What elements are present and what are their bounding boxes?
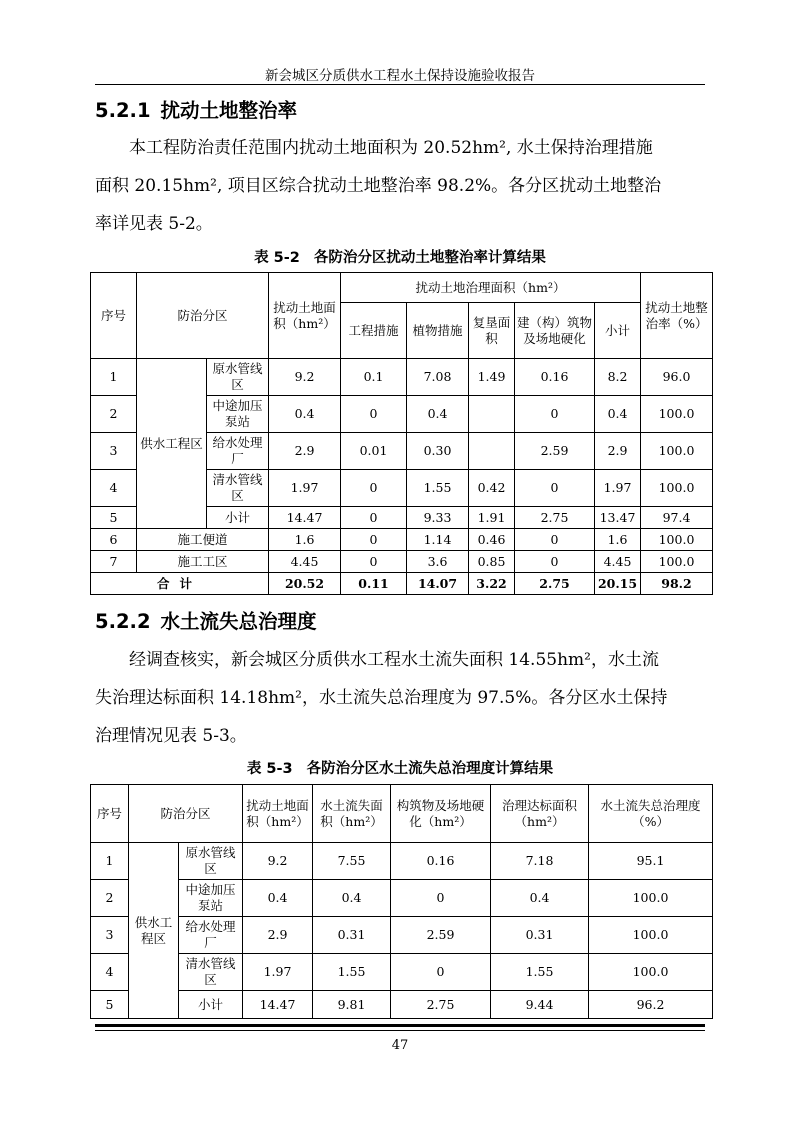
table-row: [91, 991, 713, 1019]
header-treat-group: 扰动土地治理面积（hm²）: [341, 273, 641, 303]
cell-degree: 96.2: [589, 991, 713, 1019]
cell-rate: 100.0: [641, 396, 713, 433]
footer-rule-thick: [95, 1024, 705, 1027]
paragraph-line: 失治理达标面积 14.18hm²，水土流失总治理度为 97.5%。各分区水土保持: [95, 688, 668, 708]
cell-eng: 0: [341, 551, 407, 573]
cell-total-label: 合计: [91, 573, 269, 595]
paragraph-line: 面积 20.15hm², 项目区综合扰动土地整治率 98.2%。各分区扰动土地整治: [95, 176, 662, 196]
cell-rate: 98.2: [641, 573, 713, 595]
header-eng: 工程措施: [341, 303, 407, 359]
cell-reclaim: 3.22: [469, 573, 515, 595]
cell-seq: 1: [91, 843, 129, 880]
cell-disturbed: 9.2: [243, 843, 313, 880]
cell-build: 2.75: [515, 573, 595, 595]
section-heading-5-2-2: [95, 606, 317, 634]
table2-title: 各防治分区扰动土地整治率计算结果: [313, 250, 546, 266]
cell-seq: 4: [91, 470, 137, 507]
cell-eng: 0: [341, 529, 407, 551]
cell-eng: 0.01: [341, 433, 407, 470]
cell-disturbed: 1.97: [269, 470, 341, 507]
cell-sub: 小计: [207, 507, 269, 529]
cell-reclaim: 1.91: [469, 507, 515, 529]
cell-degree: 95.1: [589, 843, 713, 880]
cell-eng: 0.1: [341, 359, 407, 396]
cell-disturbed: 0.4: [269, 396, 341, 433]
header-treated: 治理达标面积（hm²）: [491, 785, 589, 843]
cell-loss: 7.55: [313, 843, 391, 880]
table3-title: 各防治分区水土流失总治理度计算结果: [306, 761, 554, 777]
cell-group: 供水工程区: [129, 843, 179, 1019]
cell-loss: 0.4: [313, 880, 391, 917]
table-row: [91, 880, 713, 917]
page-number: 47: [391, 1038, 409, 1053]
cell-seq: 2: [91, 880, 129, 917]
cell-plant: 7.08: [407, 359, 469, 396]
table3-caption: [95, 757, 705, 778]
cell-group: 供水工程区: [137, 359, 207, 529]
header-rule: [95, 84, 705, 85]
header-loss: 水土流失面积（hm²）: [313, 785, 391, 843]
running-header: 新会城区分质供水工程水土保持设施验收报告: [265, 68, 535, 84]
cell-disturbed: 14.47: [269, 507, 341, 529]
cell-sub: 原水管线区: [179, 843, 243, 880]
cell-loss: 9.81: [313, 991, 391, 1019]
cell-reclaim: 0.85: [469, 551, 515, 573]
cell-rate: 97.4: [641, 507, 713, 529]
cell-plant: 9.33: [407, 507, 469, 529]
cell-build: 2.75: [391, 991, 491, 1019]
cell-build: 0: [391, 954, 491, 991]
header-degree: 水土流失总治理度（%）: [589, 785, 713, 843]
header-zone: 防治分区: [129, 785, 243, 843]
header-plant: 植物措施: [407, 303, 469, 359]
cell-sub: 给水处理厂: [207, 433, 269, 470]
cell-treated: 9.44: [491, 991, 589, 1019]
cell-eng: 0: [341, 507, 407, 529]
section-number: 5.2.2: [95, 610, 151, 633]
paragraph-line: 治理情况见表 5-3。: [95, 726, 247, 746]
cell-plant: 14.07: [407, 573, 469, 595]
cell-reclaim: 0.42: [469, 470, 515, 507]
table-row: [91, 359, 713, 396]
table-row: [91, 551, 713, 573]
cell-sub: 原水管线区: [207, 359, 269, 396]
table-row: [91, 954, 713, 991]
cell-plant: 1.55: [407, 470, 469, 507]
cell-degree: 100.0: [589, 954, 713, 991]
cell-plant: 0.4: [407, 396, 469, 433]
cell-disturbed: 1.97: [243, 954, 313, 991]
header-build: 建（构）筑物及场地硬化: [515, 303, 595, 359]
cell-build: 0: [515, 551, 595, 573]
header-reclaim: 复垦面积: [469, 303, 515, 359]
cell-zone: 施工便道: [137, 529, 269, 551]
cell-subtotal: 2.9: [595, 433, 641, 470]
cell-eng: 0: [341, 470, 407, 507]
section-number: 5.2.1: [95, 99, 151, 122]
table-row: [91, 529, 713, 551]
header-subtotal: 小计: [595, 303, 641, 359]
header-seq: 序号: [91, 273, 137, 359]
paragraph-line: 经调查核实，新会城区分质供水工程水土流失面积 14.55hm²，水土流: [129, 650, 659, 670]
cell-sub: 中途加压泵站: [179, 880, 243, 917]
cell-rate: 96.0: [641, 359, 713, 396]
cell-subtotal: 13.47: [595, 507, 641, 529]
cell-treated: 0.31: [491, 917, 589, 954]
cell-build: 2.59: [515, 433, 595, 470]
section-title: 水土流失总治理度: [160, 610, 317, 633]
cell-rate: 100.0: [641, 529, 713, 551]
cell-seq: 5: [91, 991, 129, 1019]
cell-rate: 100.0: [641, 433, 713, 470]
cell-eng: 0: [341, 396, 407, 433]
cell-build: 2.75: [515, 507, 595, 529]
cell-seq: 5: [91, 507, 137, 529]
header-zone: 防治分区: [137, 273, 269, 359]
cell-build: 0.16: [515, 359, 595, 396]
cell-build: 2.59: [391, 917, 491, 954]
cell-subtotal: 4.45: [595, 551, 641, 573]
cell-disturbed: 20.52: [269, 573, 341, 595]
table2-caption: [95, 246, 705, 267]
cell-reclaim: [469, 396, 515, 433]
section-heading-5-2-1: [95, 95, 297, 123]
cell-disturbed: 1.6: [269, 529, 341, 551]
cell-sub: 清水管线区: [207, 470, 269, 507]
cell-seq: 4: [91, 954, 129, 991]
table-total-row: [91, 573, 713, 595]
cell-treated: 7.18: [491, 843, 589, 880]
cell-rate: 100.0: [641, 551, 713, 573]
cell-disturbed: 14.47: [243, 991, 313, 1019]
cell-treated: 0.4: [491, 880, 589, 917]
cell-subtotal: 8.2: [595, 359, 641, 396]
cell-plant: 1.14: [407, 529, 469, 551]
header-rate: 扰动土地整治率（%）: [641, 273, 713, 359]
cell-treated: 1.55: [491, 954, 589, 991]
cell-seq: 1: [91, 359, 137, 396]
cell-plant: 0.30: [407, 433, 469, 470]
cell-subtotal: 1.6: [595, 529, 641, 551]
cell-build: 0: [515, 529, 595, 551]
cell-sub: 中途加压泵站: [207, 396, 269, 433]
cell-seq: 3: [91, 917, 129, 954]
cell-subtotal: 1.97: [595, 470, 641, 507]
header-seq: 序号: [91, 785, 129, 843]
cell-rate: 100.0: [641, 470, 713, 507]
cell-degree: 100.0: [589, 880, 713, 917]
cell-plant: 3.6: [407, 551, 469, 573]
cell-eng: 0.11: [341, 573, 407, 595]
header-disturbed: 扰动土地面积（hm²）: [243, 785, 313, 843]
cell-sub: 给水处理厂: [179, 917, 243, 954]
cell-disturbed: 9.2: [269, 359, 341, 396]
cell-zone: 施工工区: [137, 551, 269, 573]
table-5-3: [90, 784, 713, 1019]
cell-seq: 6: [91, 529, 137, 551]
cell-disturbed: 2.9: [269, 433, 341, 470]
cell-reclaim: [469, 433, 515, 470]
section-title: 扰动土地整治率: [160, 99, 298, 122]
cell-disturbed: 2.9: [243, 917, 313, 954]
cell-seq: 7: [91, 551, 137, 573]
cell-subtotal: 20.15: [595, 573, 641, 595]
paragraph-line: 本工程防治责任范围内扰动土地面积为 20.52hm², 水土保持治理措施: [129, 138, 653, 158]
cell-disturbed: 4.45: [269, 551, 341, 573]
table-row: [91, 843, 713, 880]
table3-number: 表 5-3: [246, 761, 293, 777]
cell-seq: 3: [91, 433, 137, 470]
cell-degree: 100.0: [589, 917, 713, 954]
cell-build: 0: [515, 396, 595, 433]
cell-seq: 2: [91, 396, 137, 433]
table2-number: 表 5-2: [254, 250, 300, 266]
table-5-2: [90, 272, 713, 595]
cell-sub: 清水管线区: [179, 954, 243, 991]
cell-reclaim: 0.46: [469, 529, 515, 551]
paragraph-line: 率详见表 5-2。: [95, 214, 213, 234]
cell-loss: 0.31: [313, 917, 391, 954]
cell-build: 0: [515, 470, 595, 507]
header-build: 构筑物及场地硬化（hm²）: [391, 785, 491, 843]
cell-subtotal: 0.4: [595, 396, 641, 433]
cell-build: 0.16: [391, 843, 491, 880]
cell-sub: 小计: [179, 991, 243, 1019]
cell-build: 0: [391, 880, 491, 917]
cell-loss: 1.55: [313, 954, 391, 991]
cell-reclaim: 1.49: [469, 359, 515, 396]
footer-rule-thin: [95, 1030, 705, 1031]
cell-disturbed: 0.4: [243, 880, 313, 917]
table-row: [91, 917, 713, 954]
header-disturbed: 扰动土地面积（hm²）: [269, 273, 341, 359]
